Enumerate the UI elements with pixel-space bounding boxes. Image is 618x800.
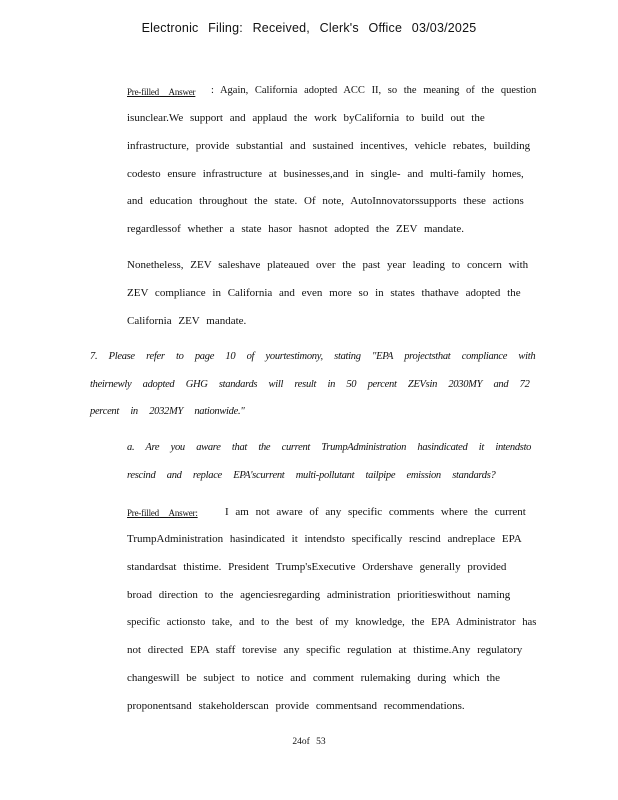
answer-line: isunclear.We support and applaud the work byCalifornia to build out the — [127, 112, 485, 124]
answer-line: infrastructure, provide substantial and sustained incentives, vehicle rebates, building — [127, 140, 531, 152]
answer-line: changeswill be subject to notice and comment rulemaking during which the — [127, 672, 500, 684]
answer-line: regardlessof whether a state hasor hasnot adopted the ZEV mandate. — [127, 223, 464, 235]
answer-line: standardsat thistime. President Trump'sExecutive Ordershave generally provided — [127, 561, 507, 573]
answer-line: : Again, California adopted ACC II, so the meaning of the question — [211, 85, 537, 96]
answer-line: I am not aware of any specific comments where the current — [225, 506, 526, 518]
answer-line: proponentsand stakeholderscan provide commentsand recommendations. — [127, 700, 465, 712]
page-number: 24of 53 — [292, 737, 326, 747]
answer-line: ZEV compliance in California and even more so in states thathave adopted the — [127, 287, 521, 299]
answer-line: and education throughout the state. Of note, AutoInnovatorssupports these actions — [127, 195, 524, 207]
answer-line: specific actionsto take, and to the best of my knowledge, the EPA Administrator has — [127, 617, 537, 628]
answer-line: Nonetheless, ZEV saleshave plateaued over the past year leading to concern with — [127, 259, 529, 271]
subquestion-line: rescind and replace EPA'scurrent multi-pollutant tailpipe emission standards? — [127, 470, 496, 481]
prefilled-answer-label: Pre-filled Answer: — [127, 508, 198, 518]
question-line: theirnewly adopted GHG standards will result in 50 percent ZEVsin 2030MY and 72 — [90, 379, 530, 390]
question-line: 7. Please refer to page 10 of yourtestimony, stating "EPA projectsthat compliance with — [90, 351, 536, 362]
filing-stamp-header: Electronic Filing: Received, Clerk's Office 03/03/2025 — [141, 21, 477, 35]
prefilled-answer-label: Pre-filled Answer — [127, 87, 196, 97]
question-line: percent in 2032MY nationwide." — [90, 406, 245, 417]
answer-line: California ZEV mandate. — [127, 315, 247, 327]
subquestion-line: a. Are you aware that the current TrumpAdministration hasindicated it intendsto — [127, 442, 532, 453]
answer-line: codesto ensure infrastructure at businesses,and in single- and multi-family homes, — [127, 168, 524, 180]
answer-line: TrumpAdministration hasindicated it intendsto specifically rescind andreplace EPA — [127, 533, 522, 545]
answer-line: broad direction to the agenciesregarding administration prioritieswithout naming — [127, 589, 511, 601]
answer-line: not directed EPA staff torevise any specific regulation at thistime.Any regulatory — [127, 644, 523, 656]
